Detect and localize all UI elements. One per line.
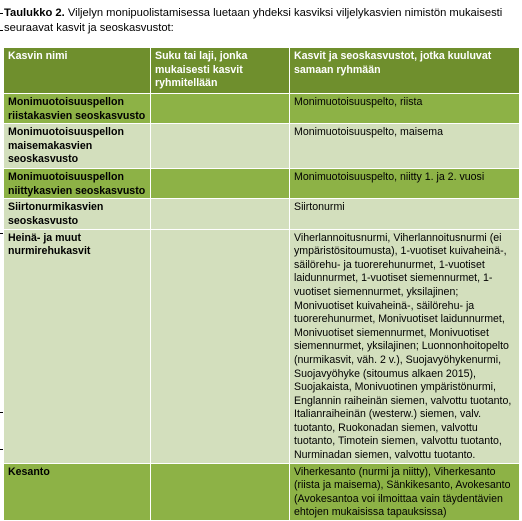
cell-crop-name: Heinä- ja muut nurmirehukasvit [4, 229, 151, 463]
table-row [4, 229, 520, 463]
table-row [4, 463, 520, 520]
cell-genus-species [151, 124, 290, 169]
header-genus-species: Suku tai laji, jonka mukaisesti kasvit ryhmitellään [151, 48, 290, 94]
cell-genus-species [151, 463, 290, 520]
cell-crop-name: Monimuotoisuuspellon niittykasvien seoskasvusto [4, 169, 151, 199]
cell-crop-name: Siirtonurmikasvien seoskasvusto [4, 199, 151, 229]
caption-text: Viljelyn monipuolistamisessa luetaan yhdeksi kasviksi viljelykasvien nimistön mukaisesti seuraavat kasvit ja seoskasvustot: [4, 7, 503, 34]
crop-group-table [3, 47, 520, 521]
header-crop-name: Kasvin nimi [4, 48, 151, 94]
cell-crop-name: Monimuotoisuuspellon maisemakasvien seoskasvusto [4, 124, 151, 169]
caption-label: Taulukko 2. [4, 7, 65, 19]
cell-group-members: Monimuotoisuuspelto, niitty 1. ja 2. vuosi [290, 169, 520, 199]
cell-genus-species [151, 199, 290, 229]
cell-group-members: Monimuotoisuuspelto, maisema [290, 124, 520, 169]
header-group-members: Kasvit ja seoskasvustot, jotka kuuluvat samaan ryhmään [290, 48, 520, 94]
table-row [4, 124, 520, 169]
cell-genus-species [151, 229, 290, 463]
cell-crop-name: Monimuotoisuuspellon riistakasvien seoskasvusto [4, 94, 151, 124]
table-caption [4, 6, 516, 36]
cell-group-members: Viherkesanto (nurmi ja niitty), Viherkesanto (riista ja maisema), Sänkikesanto, Avokesanto (Avokesantoa voi ilmoittaa vain täydentävien ehtojen mukaisissa tapauksissa) [290, 463, 520, 520]
table-row [4, 169, 520, 199]
cell-group-members: Siirtonurmi [290, 199, 520, 229]
table-row [4, 94, 520, 124]
cell-group-members: Viherlannoitusnurmi, Viherlannoitusnurmi (ei ympäristösitoumusta), 1-vuotiset kuivaheinä-, säilörehu- ja tuorerehunurmet, 1-vuotiset laidunnurmet, 1-vuotiset siemennurmet, 1-vuotiset siemennurmet, yksilajinen; Monivuotiset kuivaheinä-, säilörehu- ja tuorerehunurmet, Monivuotiset laidunnurmet, Monivuotiset siemennurmet, Monivuotiset siemennurmet, yksilajinen; Luonnonhoitopelto (nurmikasvit, väh. 2 v.), Suojavyöhykenurmi, Suojavyöhyke (sitoumus alkaen 2015), Suojakaista, Monivuotinen ympäristönurmi, Englannin raiheinän siemen, valvottu tuotanto, Italianraiheinän (westerw.) siemen, valv. tuotanto, Ruokonadan siemen, valvottu tuotanto, Timotein siemen, valvottu tuotanto, Nurminadan siemen, valvottu tuotanto. [290, 229, 520, 463]
cell-genus-species [151, 169, 290, 199]
cell-group-members: Monimuotoisuuspelto, riista [290, 94, 520, 124]
edge-mark [0, 30, 3, 31]
cell-crop-name: Kesanto [4, 463, 151, 520]
cell-genus-species [151, 94, 290, 124]
table-header-row [4, 48, 520, 94]
table-row [4, 199, 520, 229]
edge-mark [0, 13, 3, 14]
